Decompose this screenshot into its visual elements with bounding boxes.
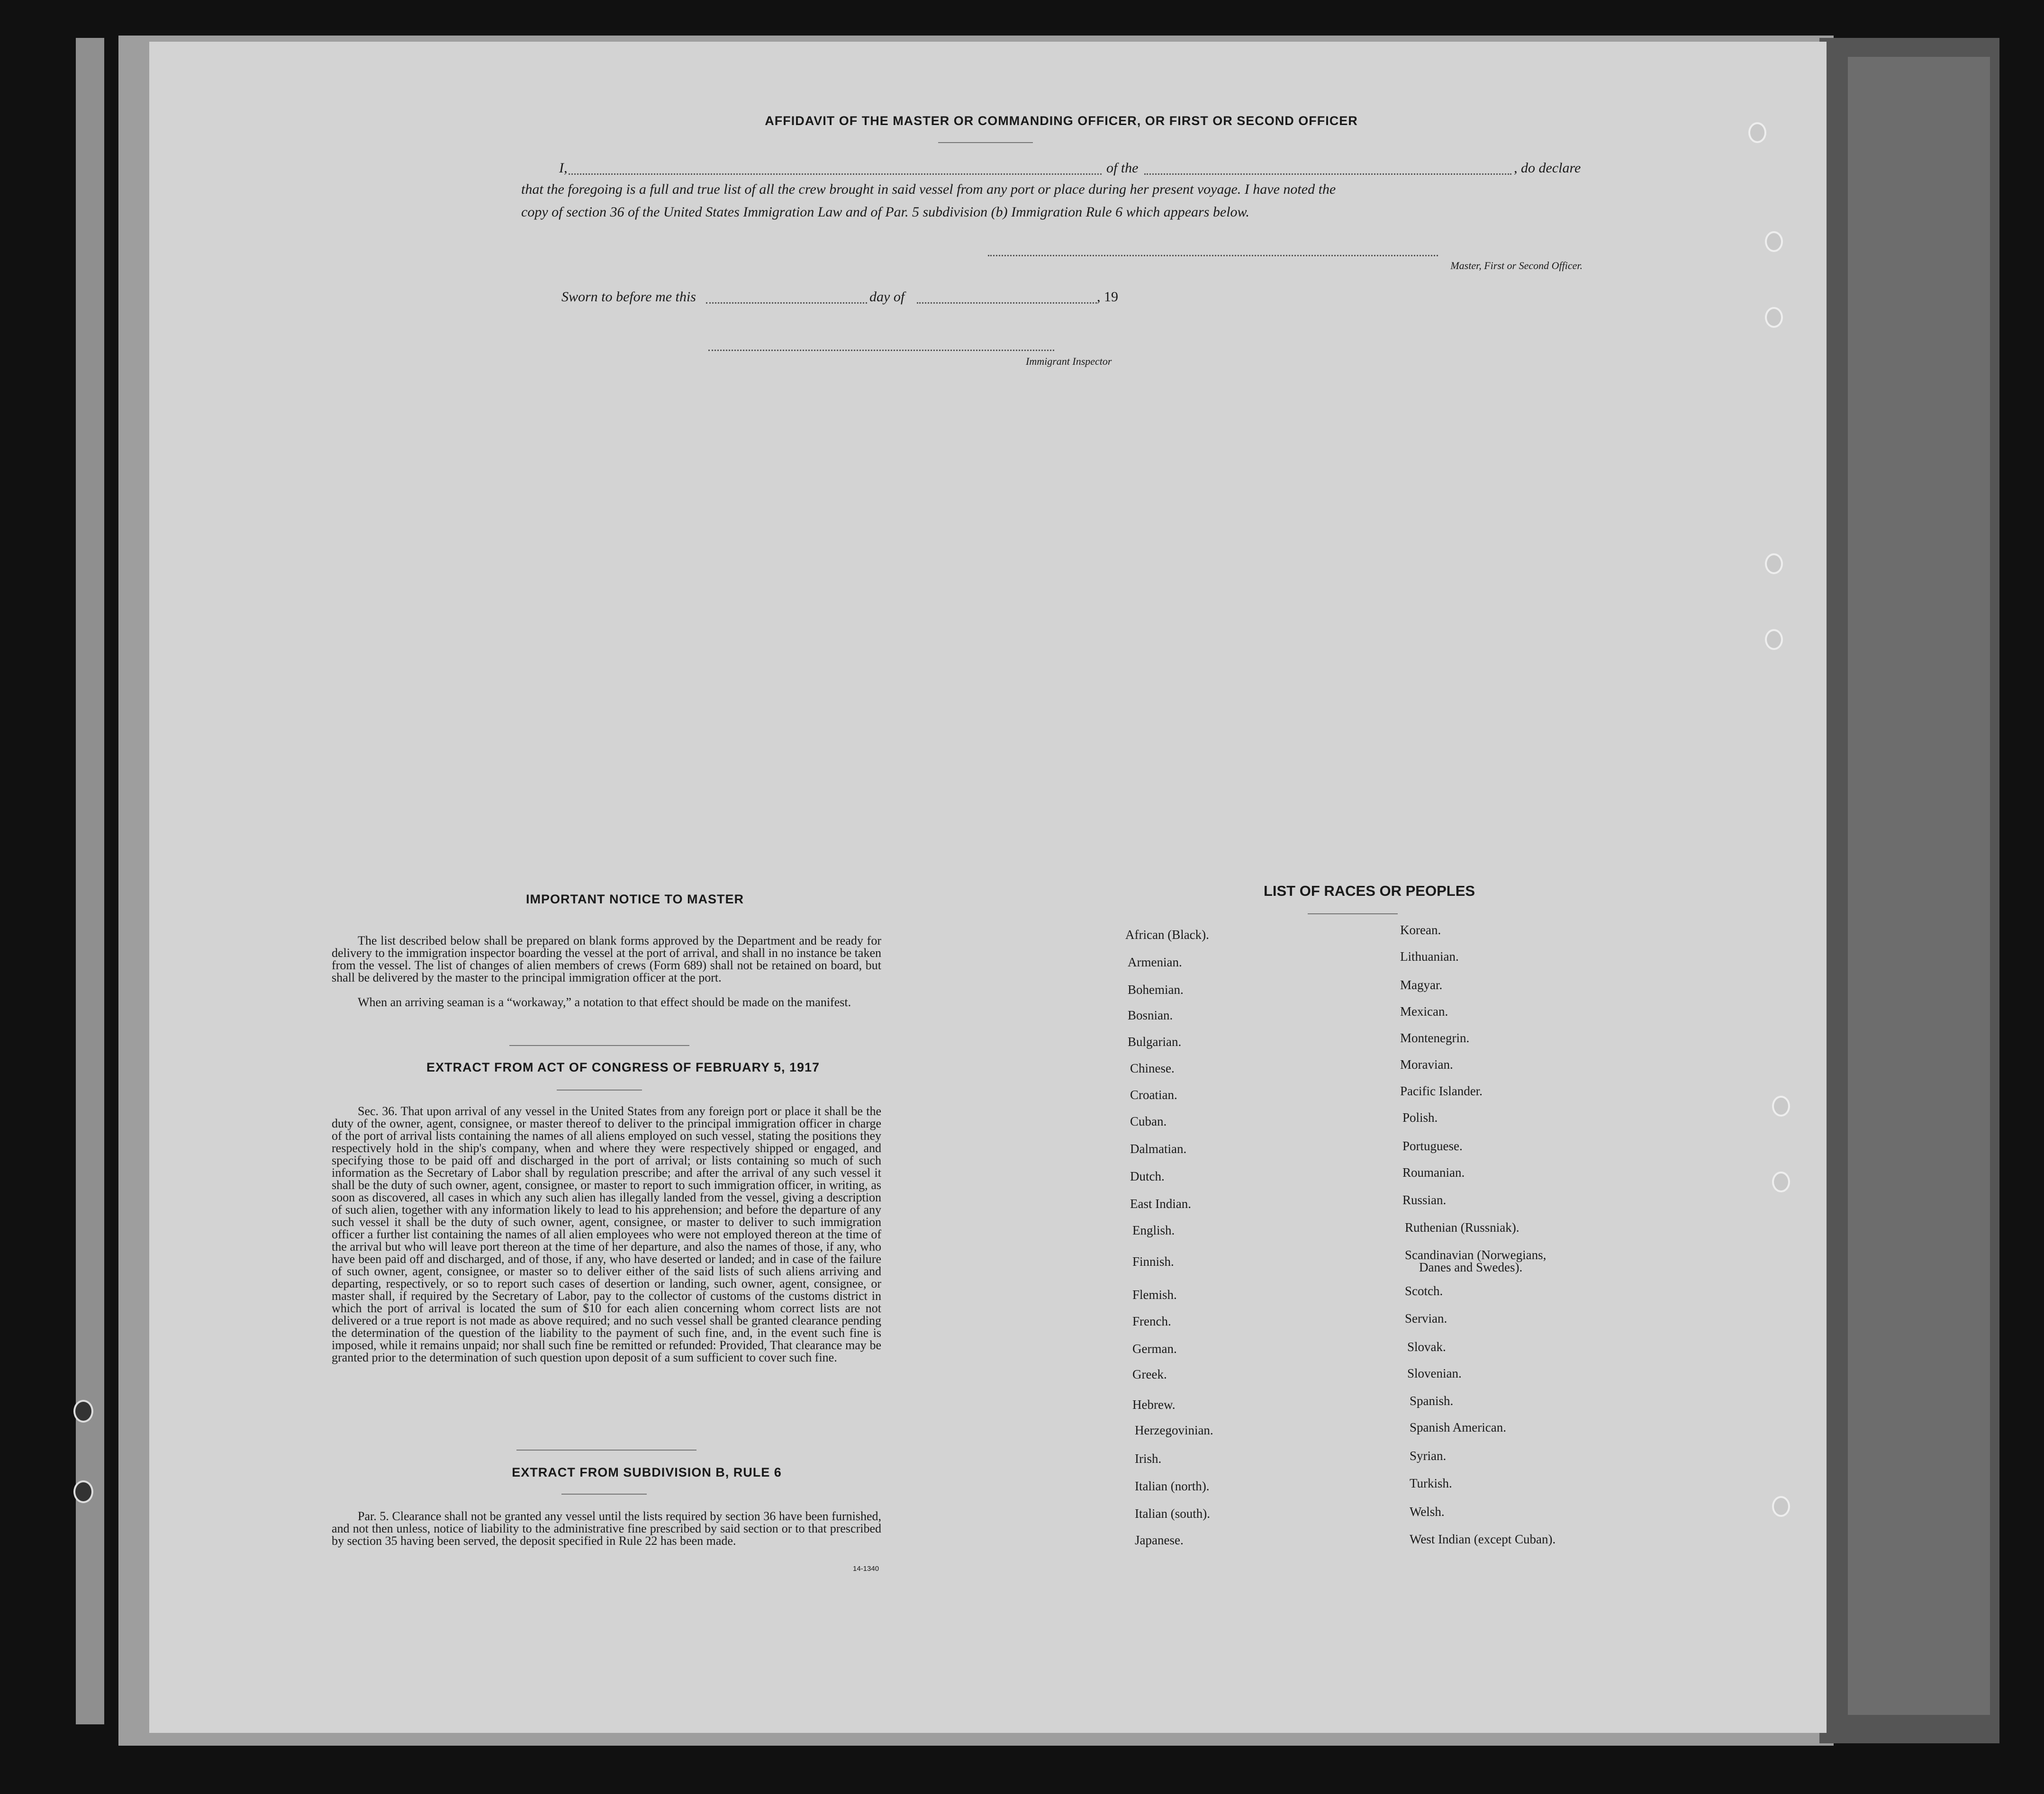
divider	[938, 142, 1033, 143]
binder-hole	[1772, 1172, 1790, 1192]
race-item: Spanish American.	[1410, 1420, 1506, 1434]
extract-rule-title: EXTRACT FROM SUBDIVISION B, RULE 6	[512, 1465, 782, 1479]
divider	[1308, 913, 1398, 914]
race-item: Portuguese.	[1402, 1139, 1463, 1153]
affidavit-declare: , do declare	[1514, 160, 1581, 176]
race-item: Korean.	[1400, 923, 1441, 937]
race-item: West Indian (except Cuban).	[1410, 1532, 1556, 1546]
race-item: Irish.	[1135, 1451, 1162, 1466]
race-item: Moravian.	[1400, 1057, 1453, 1072]
binder-hole	[1765, 629, 1783, 650]
race-item: Danes and Swedes).	[1419, 1260, 1523, 1274]
race-item: Finnish.	[1132, 1254, 1174, 1269]
race-item: Roumanian.	[1402, 1165, 1465, 1180]
race-item: Hebrew.	[1132, 1397, 1176, 1412]
binder-hole	[1772, 1496, 1790, 1517]
race-item: Herzegovinian.	[1135, 1423, 1213, 1437]
race-item: Pacific Islander.	[1400, 1084, 1483, 1098]
race-item: Spanish.	[1410, 1394, 1454, 1408]
race-item: Russian.	[1402, 1193, 1447, 1207]
sworn-month-field[interactable]	[917, 293, 1097, 304]
race-item: Italian (south).	[1135, 1506, 1210, 1521]
races-title: LIST OF RACES OR PEOPLES	[1263, 883, 1475, 899]
scan-edge-left	[76, 38, 104, 1724]
race-item: Magyar.	[1400, 978, 1443, 992]
divider	[561, 1494, 647, 1495]
race-item: Greek.	[1132, 1367, 1167, 1381]
race-item: Bohemian.	[1128, 983, 1184, 997]
binder-hole	[73, 1480, 93, 1503]
affidavit-vessel-label: of the	[1106, 160, 1139, 176]
notice-paragraph: The list described below shall be prepared on blank forms approved by the Department and be ready for delivery to the immigration inspector boarding the vessel at the port of arrival, and shall in no instance be taken from the vessel. The list of changes of alien members of crews (Form 689) shall not be retained on board, but shall be delivered by the master to the principal immigration officer at the port.	[332, 934, 881, 984]
race-item: Syrian.	[1410, 1449, 1447, 1463]
race-item: French.	[1132, 1314, 1171, 1328]
binder-hole	[1765, 231, 1783, 252]
form-number: 14-1340	[853, 1565, 879, 1573]
inspector-label: Immigrant Inspector	[1026, 355, 1112, 367]
race-item: Chinese.	[1130, 1061, 1175, 1075]
divider	[557, 1090, 642, 1091]
race-item: Bulgarian.	[1128, 1035, 1182, 1049]
race-item: Slovak.	[1407, 1340, 1446, 1354]
binder-hole	[1765, 307, 1783, 328]
race-item: Flemish.	[1132, 1288, 1177, 1302]
affidavit-line3: copy of section 36 of the United States Immigration Law and of Par. 5 subdivision (b) Immigration Rule 6 which appears below.	[521, 204, 1249, 220]
day-of-label: day of	[869, 289, 905, 305]
extract-act-title: EXTRACT FROM ACT OF CONGRESS OF FEBRUARY 5, 1917	[426, 1060, 820, 1074]
binder-hole	[1765, 553, 1783, 574]
divider	[509, 1045, 689, 1046]
race-item: Dalmatian.	[1130, 1142, 1187, 1156]
affidavit-name-label: I,	[559, 160, 568, 176]
name-field[interactable]	[569, 164, 1102, 175]
document-page	[149, 42, 1827, 1733]
affidavit-title: AFFIDAVIT OF THE MASTER OR COMMANDING OFFICER, OR FIRST OR SECOND OFFICER	[765, 114, 1358, 128]
race-item: Scandinavian (Norwegians,	[1405, 1248, 1547, 1262]
race-item: German.	[1132, 1342, 1177, 1356]
race-item: African (Black).	[1125, 928, 1209, 942]
divider	[516, 1450, 696, 1451]
binder-hole	[1772, 1096, 1790, 1117]
race-item: Japanese.	[1135, 1533, 1184, 1547]
binder-hole	[1748, 122, 1766, 143]
race-item: Mexican.	[1400, 1004, 1448, 1019]
race-item: English.	[1132, 1223, 1175, 1237]
sworn-day-field[interactable]	[706, 293, 867, 304]
race-item: Slovenian.	[1407, 1366, 1462, 1380]
signature-field[interactable]	[988, 245, 1438, 256]
race-item: Dutch.	[1130, 1169, 1165, 1183]
race-item: Lithuanian.	[1400, 949, 1459, 964]
race-item: Armenian.	[1128, 955, 1182, 969]
race-item: Montenegrin.	[1400, 1031, 1470, 1045]
race-item: Polish.	[1402, 1110, 1438, 1125]
scan-edge-right-inner	[1848, 57, 1990, 1715]
master-signature-label: Master, First or Second Officer.	[1450, 260, 1583, 271]
affidavit-line2: that the foregoing is a full and true list of all the crew brought in said vessel from any port or place during her present voyage. I have noted the	[521, 181, 1336, 197]
race-item: Turkish.	[1410, 1476, 1452, 1490]
vessel-field[interactable]	[1144, 164, 1511, 175]
inspector-signature-field[interactable]	[708, 340, 1054, 351]
race-item: Bosnian.	[1128, 1008, 1173, 1022]
race-item: Croatian.	[1130, 1088, 1177, 1102]
race-item: East Indian.	[1130, 1197, 1191, 1211]
race-item: Italian (north).	[1135, 1479, 1210, 1493]
race-item: Welsh.	[1410, 1505, 1445, 1519]
year-label: , 19	[1097, 289, 1118, 305]
race-item: Ruthenian (Russniak).	[1405, 1220, 1519, 1235]
notice-title: IMPORTANT NOTICE TO MASTER	[526, 892, 744, 906]
race-item: Cuban.	[1130, 1114, 1167, 1128]
extract-act-text: Sec. 36. That upon arrival of any vessel in the United States from any foreign port or place it shall be the duty of the owner, agent, consignee, or master thereof to deliver to the principal immigration officer in charge of the port of arrival lists containing the names of all aliens employed on such vessel, stating the positions they respectively hold in the ship's company, when and where they were respectively shipped or engaged, and specifying those to be paid off and discharged in the port of arrival; or lists containing so much of such information as the Secretary of Labor shall by regulation prescribe; and after the arrival of any such vessel it shall be the duty of such owner, agent, consignee, or master to report to such immigration officer, in writing, as soon as discovered, all cases in which any such alien has illegally landed from the vessel, giving a description of such alien, together with any information likely to lead to his apprehension; and before the departure of any such vessel it shall be the duty of such owner, agent, consignee, or master to deliver to such immigration officer a further list containing the names of all alien employees who were not employed thereon at the time of the arrival but who will leave port thereon at the time of her departure, and also the names of those, if any, who have been paid off and discharged, and of those, if any, who have deserted or landed; and in case of the failure of such owner, agent, consignee, or master so to deliver either of the said lists of such aliens arriving and departing, respectively, or so to report such cases of desertion or landing, such owner, agent, consignee, or master shall, if required by the Secretary of Labor, pay to the collector of customs of the customs district in which the port of arrival is located the sum of $10 for each alien concerning whom correct lists are not delivered or a true report is not made as above required; and no such vessel shall be granted clearance pending the determination of the question of the liability to the payment of such fine, and, in the event such fine is imposed, while it remains unpaid; nor shall such fine be remitted or refunded: Provided, That clearance may be granted prior to the determination of such question upon deposit of a sum sufficient to cover such fine.	[332, 1104, 881, 1364]
extract-rule-text: Par. 5. Clearance shall not be granted any vessel until the lists required by section 36 have been furnished, and not then unless, notice of liability to the administrative fine prescribed by said section or to that prescribed by section 35 having been served, the deposit specified in Rule 22 has been made.	[332, 1509, 881, 1548]
sworn-label: Sworn to before me this	[561, 289, 696, 305]
notice-workaway-paragraph: When an arriving seaman is a “workaway,” a notation to that effect should be made on the manifest.	[358, 995, 851, 1009]
race-item: Scotch.	[1405, 1284, 1443, 1298]
binder-hole	[73, 1400, 93, 1423]
race-item: Servian.	[1405, 1311, 1447, 1325]
